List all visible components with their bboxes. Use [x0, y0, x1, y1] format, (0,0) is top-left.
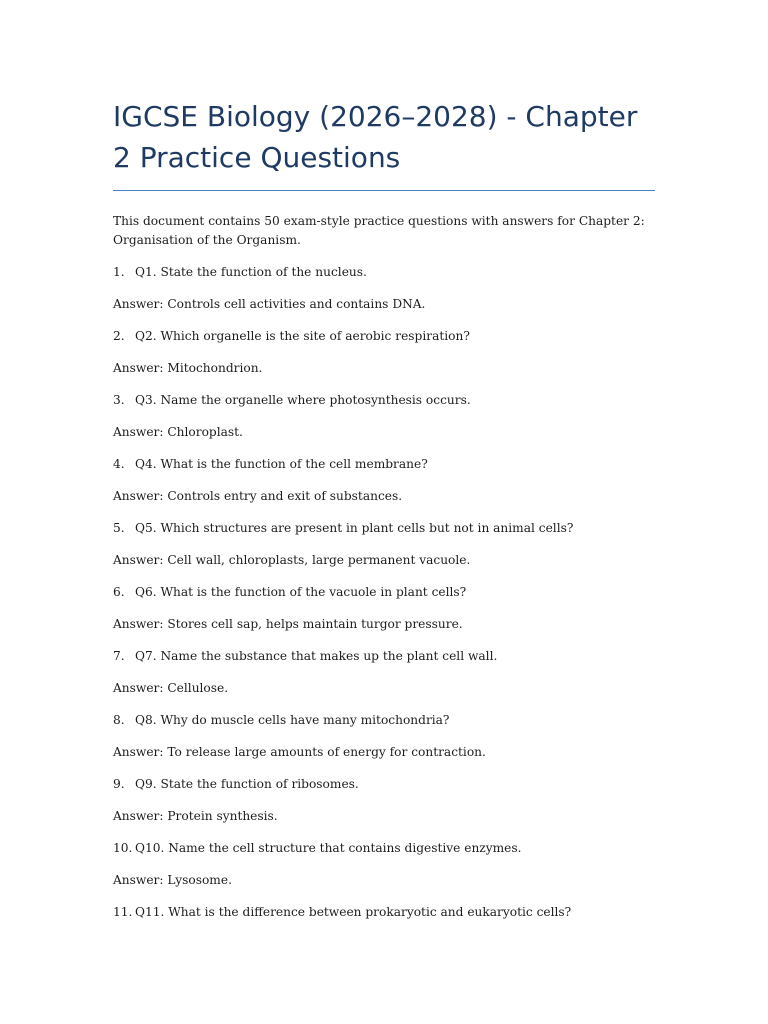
answer-text: Answer: Cell wall, chloroplasts, large permanent vacuole.	[113, 553, 471, 567]
question-number: 6.	[113, 585, 125, 599]
answer-text: Answer: Controls cell activities and contains DNA.	[113, 297, 426, 311]
question-text: Q5. Which structures are present in plant cells but not in animal cells?	[135, 521, 574, 535]
question-item	[113, 583, 655, 602]
answer-text: Answer: To release large amounts of energy for contraction.	[113, 745, 486, 759]
answer-text: Answer: Mitochondrion.	[113, 361, 263, 375]
question-item	[113, 647, 655, 666]
question-number: 5.	[113, 521, 125, 535]
answer-text: Answer: Cellulose.	[113, 681, 229, 695]
question-text: Q3. Name the organelle where photosynthesis occurs.	[135, 393, 471, 407]
question-number: 2.	[113, 329, 125, 343]
question-item	[113, 391, 655, 410]
question-item	[113, 519, 655, 538]
question-text: Q6. What is the function of the vacuole in plant cells?	[135, 585, 467, 599]
question-item	[113, 327, 655, 346]
answer-text: Answer: Stores cell sap, helps maintain turgor pressure.	[113, 617, 463, 631]
document-page	[113, 96, 655, 922]
question-number: 11.	[113, 905, 133, 919]
question-list	[113, 263, 655, 922]
question-number: 7.	[113, 649, 125, 663]
question-number: 9.	[113, 777, 125, 791]
question-text: Q4. What is the function of the cell membrane?	[135, 457, 428, 471]
title-underline	[113, 190, 655, 191]
question-item	[113, 775, 655, 794]
question-text: Q7. Name the substance that makes up the plant cell wall.	[135, 649, 498, 663]
question-text: Q11. What is the difference between prokaryotic and eukaryotic cells?	[135, 905, 572, 919]
question-item	[113, 903, 655, 922]
answer-text: Answer: Chloroplast.	[113, 425, 243, 439]
question-item	[113, 711, 655, 730]
question-text: Q10. Name the cell structure that contains digestive enzymes.	[135, 841, 522, 855]
question-number: 1.	[113, 265, 125, 279]
question-text: Q8. Why do muscle cells have many mitochondria?	[135, 713, 450, 727]
question-number: 10.	[113, 841, 133, 855]
question-number: 4.	[113, 457, 125, 471]
question-number: 8.	[113, 713, 125, 727]
question-number: 3.	[113, 393, 125, 407]
answer-text: Answer: Controls entry and exit of substances.	[113, 489, 403, 503]
answer-text: Answer: Protein synthesis.	[113, 809, 278, 823]
document-title: IGCSE Biology (2026–2028) - Chapter 2 Practice Questions	[113, 100, 638, 174]
answer-text: Answer: Lysosome.	[113, 873, 232, 887]
question-text: Q2. Which organelle is the site of aerobic respiration?	[135, 329, 470, 343]
intro-paragraph: This document contains 50 exam-style practice questions with answers for Chapter 2: Organisation of the Organism.	[113, 214, 645, 247]
question-item	[113, 263, 655, 282]
question-item	[113, 839, 655, 858]
question-text: Q1. State the function of the nucleus.	[135, 265, 367, 279]
question-item	[113, 455, 655, 474]
question-text: Q9. State the function of ribosomes.	[135, 777, 359, 791]
